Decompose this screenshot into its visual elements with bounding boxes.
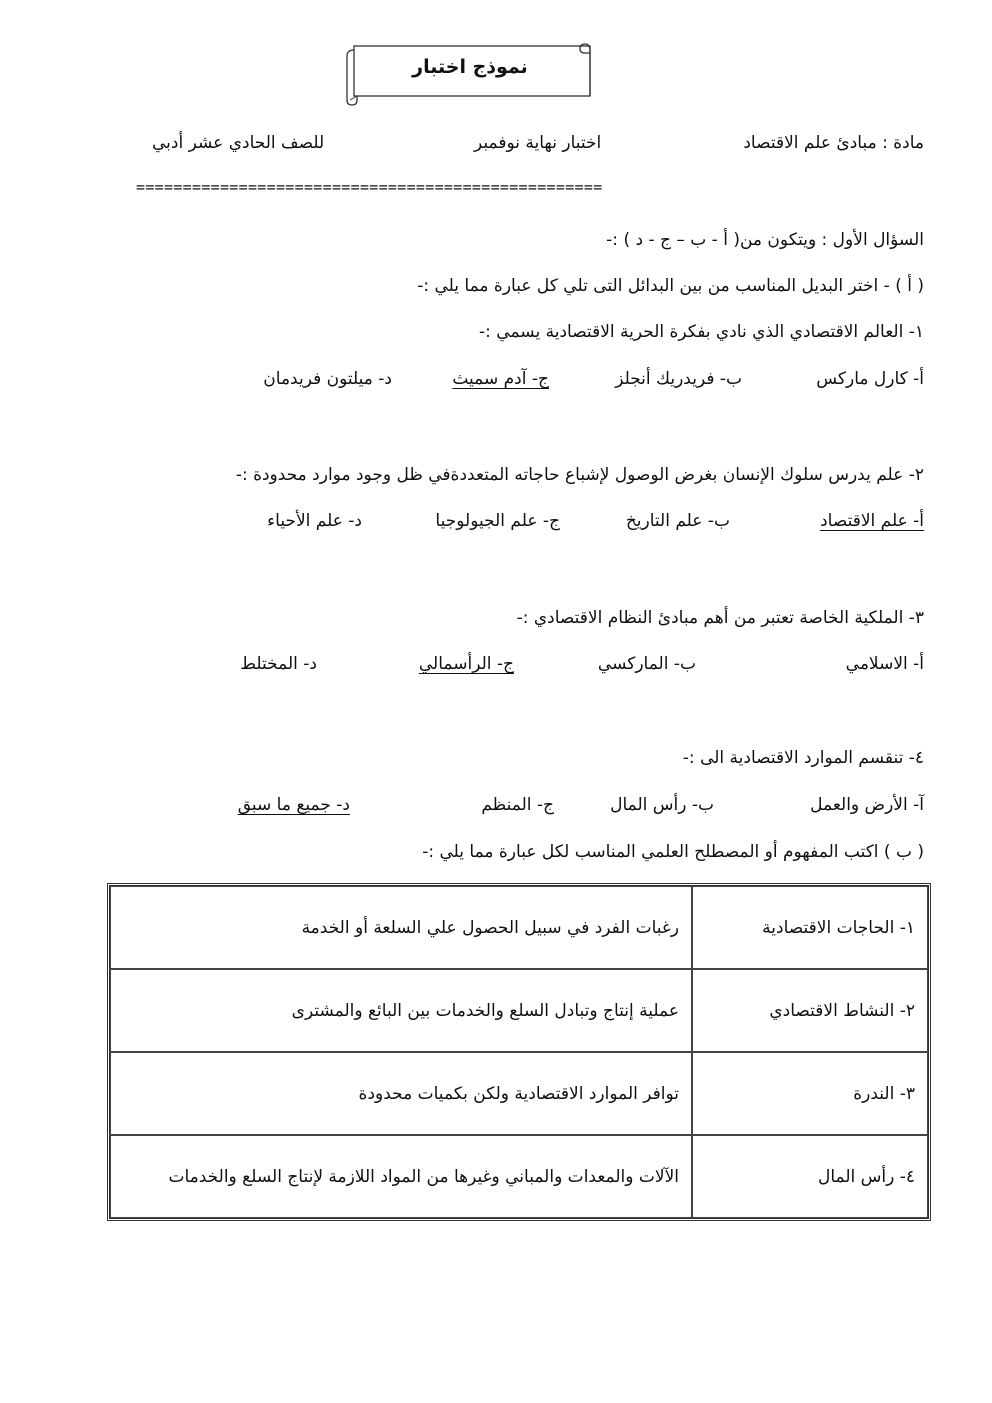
item-4-option-b: ب- رأس المال — [610, 795, 714, 815]
part-b-instruction: ( ب ) اكتب المفهوم أو المصطلح العلمي المناسب لكل عبارة مما يلي :- — [422, 842, 924, 862]
item-1-option-c-answer: ج- آدم سميث — [452, 369, 549, 389]
exam-label: اختبار نهاية نوفمبر — [474, 133, 602, 153]
item-1-option-d: د- ميلتون فريدمان — [263, 369, 392, 389]
part-a-instruction: ( أ ) - اختر البديل المناسب من بين البدائل التى تلي كل عبارة مما يلي :- — [417, 276, 924, 296]
table-row — [110, 1135, 928, 1218]
title-banner — [345, 42, 595, 100]
separator-line: ================================================== — [136, 180, 603, 194]
item-2-stem: ٢- علم يدرس سلوك الإنسان بغرض الوصول لإشباع حاجاته المتعددةفي ظل وجود موارد محدودة :- — [235, 465, 924, 485]
definition-cell: الآلات والمعدات والمباني وغيرها من المواد اللازمة لإنتاج السلع والخدمات — [110, 1135, 692, 1218]
page-title: نموذج اختبار — [412, 56, 528, 78]
question-heading: السؤال الأول : ويتكون من( أ - ب – ج - د ) :- — [606, 230, 924, 250]
item-2-option-b: ب- علم التاريخ — [625, 511, 730, 531]
item-3-option-c-answer: ج- الرأسمالي — [418, 654, 514, 674]
table-row — [110, 886, 928, 969]
item-4-option-c: ج- المنظم — [481, 795, 554, 815]
item-3-option-a: أ- الاسلامي — [845, 654, 924, 674]
item-2-option-a-answer: أ- علم الاقتصاد — [820, 511, 924, 531]
definition-cell: توافر الموارد الاقتصادية ولكن بكميات محدودة — [110, 1052, 692, 1135]
item-3-option-b: ب- الماركسي — [597, 654, 696, 674]
term-cell: ١- الحاجات الاقتصادية — [692, 886, 928, 969]
term-cell: ٤- رأس المال — [692, 1135, 928, 1218]
item-1-option-a: أ- كارل ماركس — [816, 369, 924, 389]
term-cell: ٣- الندرة — [692, 1052, 928, 1135]
item-4-stem: ٤- تنقسم الموارد الاقتصادية الى :- — [682, 748, 924, 768]
definition-cell: رغبات الفرد في سبيل الحصول علي السلعة أو الخدمة — [110, 886, 692, 969]
item-2-option-c: ج- علم الجيولوجيا — [435, 511, 560, 531]
table-row — [110, 1052, 928, 1135]
item-3-stem: ٣- الملكية الخاصة تعتبر من أهم مبادئ النظام الاقتصادي :- — [516, 608, 924, 628]
grade-label: للصف الحادي عشر أدبي — [152, 133, 325, 153]
subject-label: مادة : مبادئ علم الاقتصاد — [743, 133, 924, 153]
item-2-option-d: د- علم الأحياء — [267, 511, 362, 531]
item-1-option-b: ب- فريدريك أنجلز — [615, 369, 742, 389]
item-4-option-d-answer: د- جميع ما سبق — [237, 795, 350, 815]
definitions-table — [107, 883, 931, 1221]
term-cell: ٢- النشاط الاقتصادي — [692, 969, 928, 1052]
item-4-option-a: آ- الأرض والعمل — [810, 795, 924, 815]
definition-cell: عملية إنتاج وتبادل السلع والخدمات بين البائع والمشترى — [110, 969, 692, 1052]
item-1-stem: ١- العالم الاقتصادي الذي نادي بفكرة الحرية الاقتصادية يسمي :- — [479, 322, 924, 342]
item-3-option-d: د- المختلط — [240, 654, 317, 674]
table-row — [110, 969, 928, 1052]
